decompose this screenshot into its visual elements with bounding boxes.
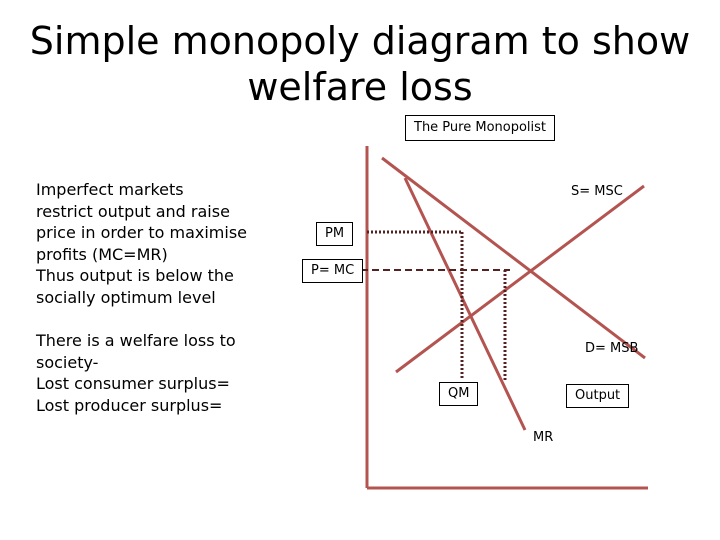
text-line: price in order to maximise <box>36 223 247 242</box>
mr-label: MR <box>533 430 554 445</box>
title-line-2: welfare loss <box>247 65 473 109</box>
text-line: Thus output is below the <box>36 266 234 285</box>
p-mc-label: P= MC <box>302 259 363 283</box>
text-line: restrict output and raise <box>36 201 230 221</box>
title-line-1: Simple monopoly diagram to show <box>29 19 691 63</box>
diagram-caption: The Pure Monopolist <box>405 115 555 141</box>
text-line: Lost consumer surplus= <box>36 374 230 393</box>
pm-label: PM <box>316 222 353 246</box>
text-line: society- <box>36 352 99 372</box>
text-line: Lost producer surplus= <box>36 395 223 415</box>
text-line: Imperfect markets <box>36 180 184 199</box>
demand-label: D= MSB <box>585 341 639 356</box>
supply-label: S= MSC <box>571 184 623 199</box>
text-line: There is a welfare loss to <box>36 331 236 350</box>
text-line: socially optimum level <box>36 287 216 307</box>
output-axis-label: Output <box>566 384 629 408</box>
qm-label: QM <box>439 382 478 406</box>
text-line: profits (MC=MR) <box>36 244 168 264</box>
